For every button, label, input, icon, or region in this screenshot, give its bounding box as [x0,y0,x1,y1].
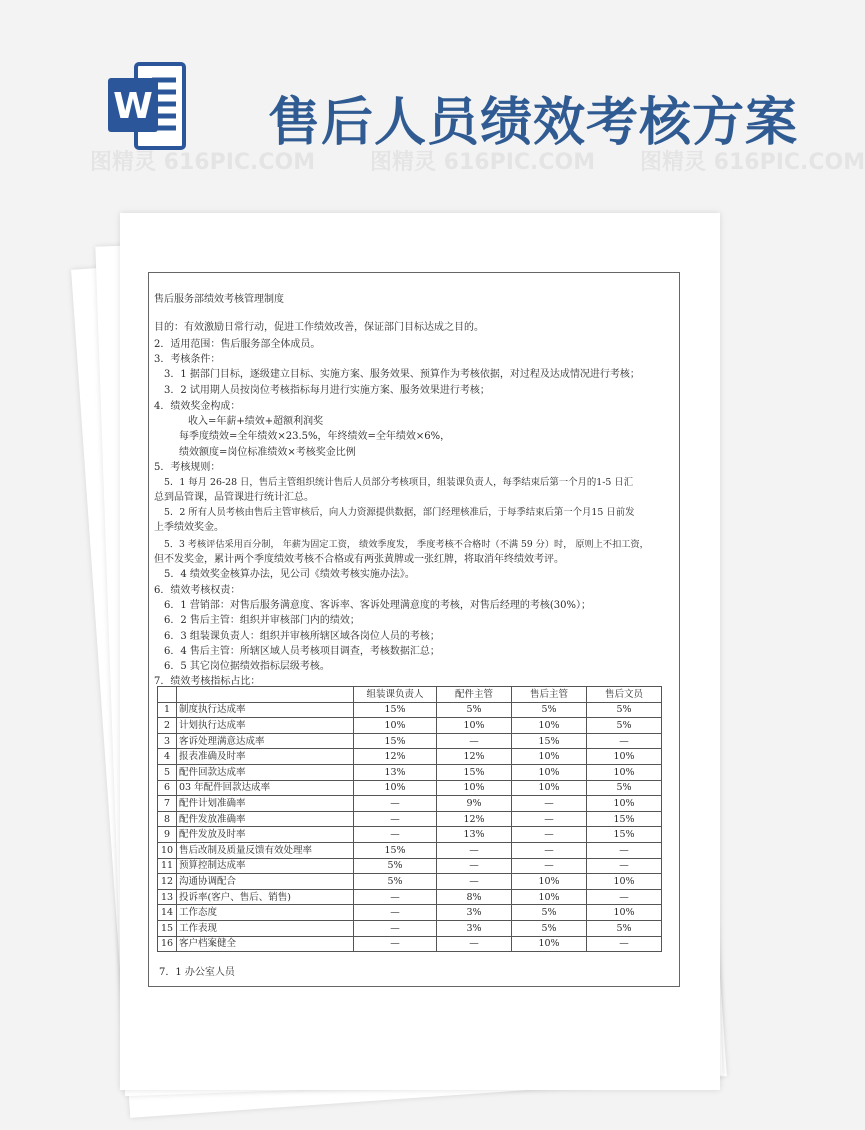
weight-aftersales-supervisor: 5% [512,905,587,921]
weight-parts-supervisor: 5% [437,702,512,718]
weight-parts-supervisor: — [437,936,512,952]
column-header-parts-supervisor: 配件主管 [437,687,512,703]
weight-parts-supervisor: 3% [437,905,512,921]
weight-parts-supervisor: 9% [437,796,512,812]
kpi-weight-table [157,686,662,952]
table-header-row [158,687,662,703]
row-number: 11 [158,858,177,874]
doc-line: 6．1 营销部：对售后服务满意度、客诉率、客诉处理满意度的考核，对售后经理的考核(30%）； [164,600,592,611]
weight-aftersales-clerk: 15% [587,811,662,827]
watermark: 图精灵 616PIC.COM [370,150,596,175]
doc-line: 5．2 所有人员考核由售后主管审核后，向人力资源提供数据，部门经理核准后，于每季结束后第一个月15 日前发 [164,507,635,518]
doc-line: 6．绩效考核权责： [154,585,241,596]
weight-aftersales-supervisor: 10% [512,936,587,952]
table-row [158,936,662,952]
weight-parts-supervisor: — [437,858,512,874]
table-row [158,858,662,874]
indicator-name: 预算控制达成率 [177,858,354,874]
weight-aftersales-supervisor: 5% [512,702,587,718]
doc-line: 5．考核规则： [154,462,221,473]
row-number: 1 [158,702,177,718]
weight-assembly-lead: — [354,889,437,905]
weight-assembly-lead: — [354,936,437,952]
table-row [158,811,662,827]
weight-aftersales-supervisor: 10% [512,874,587,890]
weight-assembly-lead: — [354,920,437,936]
doc-line: 3．2 试用期人员按岗位考核指标每月进行实施方案、服务效果进行考核； [164,385,490,396]
doc-line: 但不发奖金，累计两个季度绩效考核不合格或有两张黄牌或一张红牌，将取消年终绩效考评。 [154,554,564,565]
weight-aftersales-clerk: — [587,889,662,905]
weight-aftersales-supervisor: — [512,858,587,874]
table-row [158,764,662,780]
indicator-name: 03 年配件回款达成率 [177,780,354,796]
doc-line: 3．1 据部门目标，逐级建立目标、实施方案、服务效果、预算作为考核依据，对过程及达成情况进行考核； [164,369,640,380]
weight-aftersales-clerk: — [587,733,662,749]
doc-line: 6．3 组装课负责人：组织并审核所辖区域各岗位人员的考核； [164,631,440,642]
weight-aftersales-clerk: 5% [587,780,662,796]
column-header-assembly-lead: 组装课负责人 [354,687,437,703]
weight-parts-supervisor: — [437,874,512,890]
column-header-aftersales-supervisor: 售后主管 [512,687,587,703]
doc-line: 2．适用范围：售后服务部全体成员。 [154,339,321,350]
weight-aftersales-clerk: — [587,936,662,952]
doc-line: 6．5 其它岗位据绩效指标层级考核。 [164,661,330,672]
row-number: 7 [158,796,177,812]
indicator-name: 配件计划准确率 [177,796,354,812]
document-heading: 售后服务部绩效考核管理制度 [154,294,284,305]
table-row [158,780,662,796]
table-row [158,702,662,718]
weight-assembly-lead: 5% [354,874,437,890]
watermark: 图精灵 616PIC.COM [90,150,316,175]
doc-line: 上季绩效奖金。 [154,522,224,533]
table-row [158,889,662,905]
doc-line: 收入=年薪+绩效+超额利润奖 [188,416,324,427]
table-row [158,905,662,921]
weight-aftersales-supervisor: — [512,827,587,843]
weight-aftersales-supervisor: — [512,796,587,812]
weight-aftersales-clerk: 10% [587,905,662,921]
weight-aftersales-supervisor: — [512,842,587,858]
doc-line: 7．绩效考核指标占比： [154,676,261,687]
indicator-name: 客诉处理满意达成率 [177,733,354,749]
weight-parts-supervisor: 12% [437,749,512,765]
weight-aftersales-clerk: 10% [587,874,662,890]
indicator-name: 售后改制及质量反馈有效处理率 [177,842,354,858]
doc-line: 3．考核条件： [154,354,221,365]
page-title: 售后人员绩效考核方案 [268,92,799,153]
weight-aftersales-clerk: — [587,858,662,874]
weight-aftersales-supervisor: 10% [512,749,587,765]
table-row [158,718,662,734]
weight-aftersales-clerk: 10% [587,749,662,765]
indicator-name: 配件回款达成率 [177,764,354,780]
weight-aftersales-supervisor: 10% [512,780,587,796]
doc-line: 绩效额度=岗位标准绩效×考核奖金比例 [179,447,356,458]
weight-aftersales-clerk: 5% [587,718,662,734]
table-row [158,920,662,936]
indicator-name: 沟通协调配合 [177,874,354,890]
weight-parts-supervisor: 12% [437,811,512,827]
row-number: 15 [158,920,177,936]
indicator-name: 计划执行达成率 [177,718,354,734]
weight-aftersales-supervisor: — [512,811,587,827]
weight-parts-supervisor: 8% [437,889,512,905]
doc-line: 7．1 办公室人员 [159,967,235,978]
weight-assembly-lead: 15% [354,733,437,749]
weight-aftersales-supervisor: 15% [512,733,587,749]
weight-aftersales-clerk: 5% [587,702,662,718]
weight-assembly-lead: 10% [354,718,437,734]
weight-aftersales-clerk: 5% [587,920,662,936]
weight-parts-supervisor: 15% [437,764,512,780]
indicator-name: 制度执行达成率 [177,702,354,718]
weight-parts-supervisor: 10% [437,718,512,734]
table-row [158,733,662,749]
weight-aftersales-supervisor: 5% [512,920,587,936]
document-frame [148,272,680,987]
doc-line: 6．2 售后主管：组织并审核部门内的绩效； [164,615,360,626]
column-header-aftersales-clerk: 售后文员 [587,687,662,703]
weight-assembly-lead: — [354,905,437,921]
doc-line: 5．3 考核评估采用百分制， 年薪为固定工资， 绩效季度发， 季度考核不合格时（不满 59 分）时， 原则上不扣工资， [164,539,649,550]
row-number: 3 [158,733,177,749]
weight-aftersales-clerk: 10% [587,796,662,812]
row-number: 4 [158,749,177,765]
weight-assembly-lead: 5% [354,858,437,874]
header-banner [0,0,865,215]
weight-assembly-lead: — [354,827,437,843]
row-number: 5 [158,764,177,780]
weight-assembly-lead: 15% [354,702,437,718]
row-number: 9 [158,827,177,843]
weight-aftersales-clerk: 10% [587,764,662,780]
weight-aftersales-supervisor: 10% [512,889,587,905]
doc-line: 每季度绩效=全年绩效×23.5%，年终绩效=全年绩效×6%， [179,431,451,442]
doc-line: 目的：有效激励日常行动，促进工作绩效改善，保证部门目标达成之目的。 [154,322,484,333]
doc-line: 6．4 售后主管：所辖区域人员考核项目调查，考核数据汇总； [164,646,440,657]
column-header [158,687,177,703]
weight-aftersales-supervisor: 10% [512,718,587,734]
row-number: 13 [158,889,177,905]
weight-assembly-lead: — [354,811,437,827]
weight-parts-supervisor: 3% [437,920,512,936]
watermark: 图精灵 616PIC.COM [640,150,865,175]
weight-assembly-lead: 13% [354,764,437,780]
weight-assembly-lead: 10% [354,780,437,796]
row-number: 6 [158,780,177,796]
weight-parts-supervisor: 10% [437,780,512,796]
row-number: 10 [158,842,177,858]
indicator-name: 工作态度 [177,905,354,921]
weight-parts-supervisor: 13% [437,827,512,843]
indicator-name: 客户档案健全 [177,936,354,952]
indicator-name: 报表准确及时率 [177,749,354,765]
word-logo-letter: W [113,86,153,127]
weight-assembly-lead: — [354,796,437,812]
doc-line: 5．4 绩效奖金核算办法，见公司《绩效考核实施办法》。 [164,569,415,580]
weight-assembly-lead: 15% [354,842,437,858]
weight-parts-supervisor: — [437,733,512,749]
weight-aftersales-clerk: 15% [587,827,662,843]
indicator-name: 配件发放及时率 [177,827,354,843]
word-document-icon [106,56,188,156]
doc-line: 总到品管课，品管课进行统计汇总。 [154,492,314,503]
table-row [158,749,662,765]
row-number: 2 [158,718,177,734]
table-row [158,842,662,858]
table-row [158,796,662,812]
doc-line: 4．绩效奖金构成： [154,401,241,412]
weight-aftersales-supervisor: 10% [512,764,587,780]
row-number: 14 [158,905,177,921]
indicator-name: 配件发放准确率 [177,811,354,827]
column-header [177,687,354,703]
weight-aftersales-clerk: — [587,842,662,858]
row-number: 12 [158,874,177,890]
indicator-name: 工作表现 [177,920,354,936]
row-number: 16 [158,936,177,952]
row-number: 8 [158,811,177,827]
weight-assembly-lead: 12% [354,749,437,765]
table-row [158,827,662,843]
weight-parts-supervisor: — [437,842,512,858]
doc-line: 5．1 每月 26-28 日，售后主管组织统计售后人员部分考核项目，组装课负责人，每季结束后第一个月的1-5 日汇 [164,477,634,488]
indicator-name: 投诉率(客户、售后、销售) [177,889,354,905]
table-row [158,874,662,890]
